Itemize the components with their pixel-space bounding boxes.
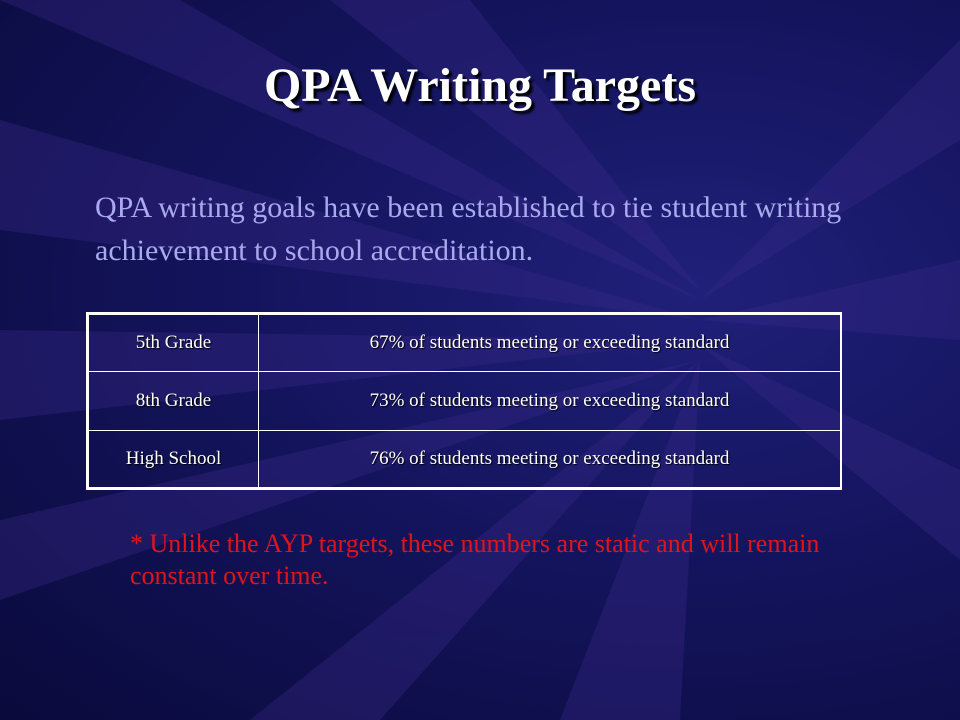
grade-cell: 8th Grade [89,372,259,430]
target-cell: 73% of students meeting or exceeding standard [259,372,841,430]
table-row [89,315,840,372]
target-cell: 76% of students meeting or exceeding standard [259,430,841,487]
grade-cell: 5th Grade [89,315,259,372]
target-cell: 67% of students meeting or exceeding standard [369,332,730,354]
table-row [89,430,840,487]
table-row [89,372,840,430]
slide-title: QPA Writing Targets [263,59,697,112]
grade-cell: High School [89,430,259,487]
footnote: * Unlike the AYP targets, these numbers are static and will remain constant over time. [130,529,820,590]
intro-text: QPA writing goals have been established to tie student writing achievement to school accreditation. [95,191,842,267]
targets-table [86,312,842,490]
